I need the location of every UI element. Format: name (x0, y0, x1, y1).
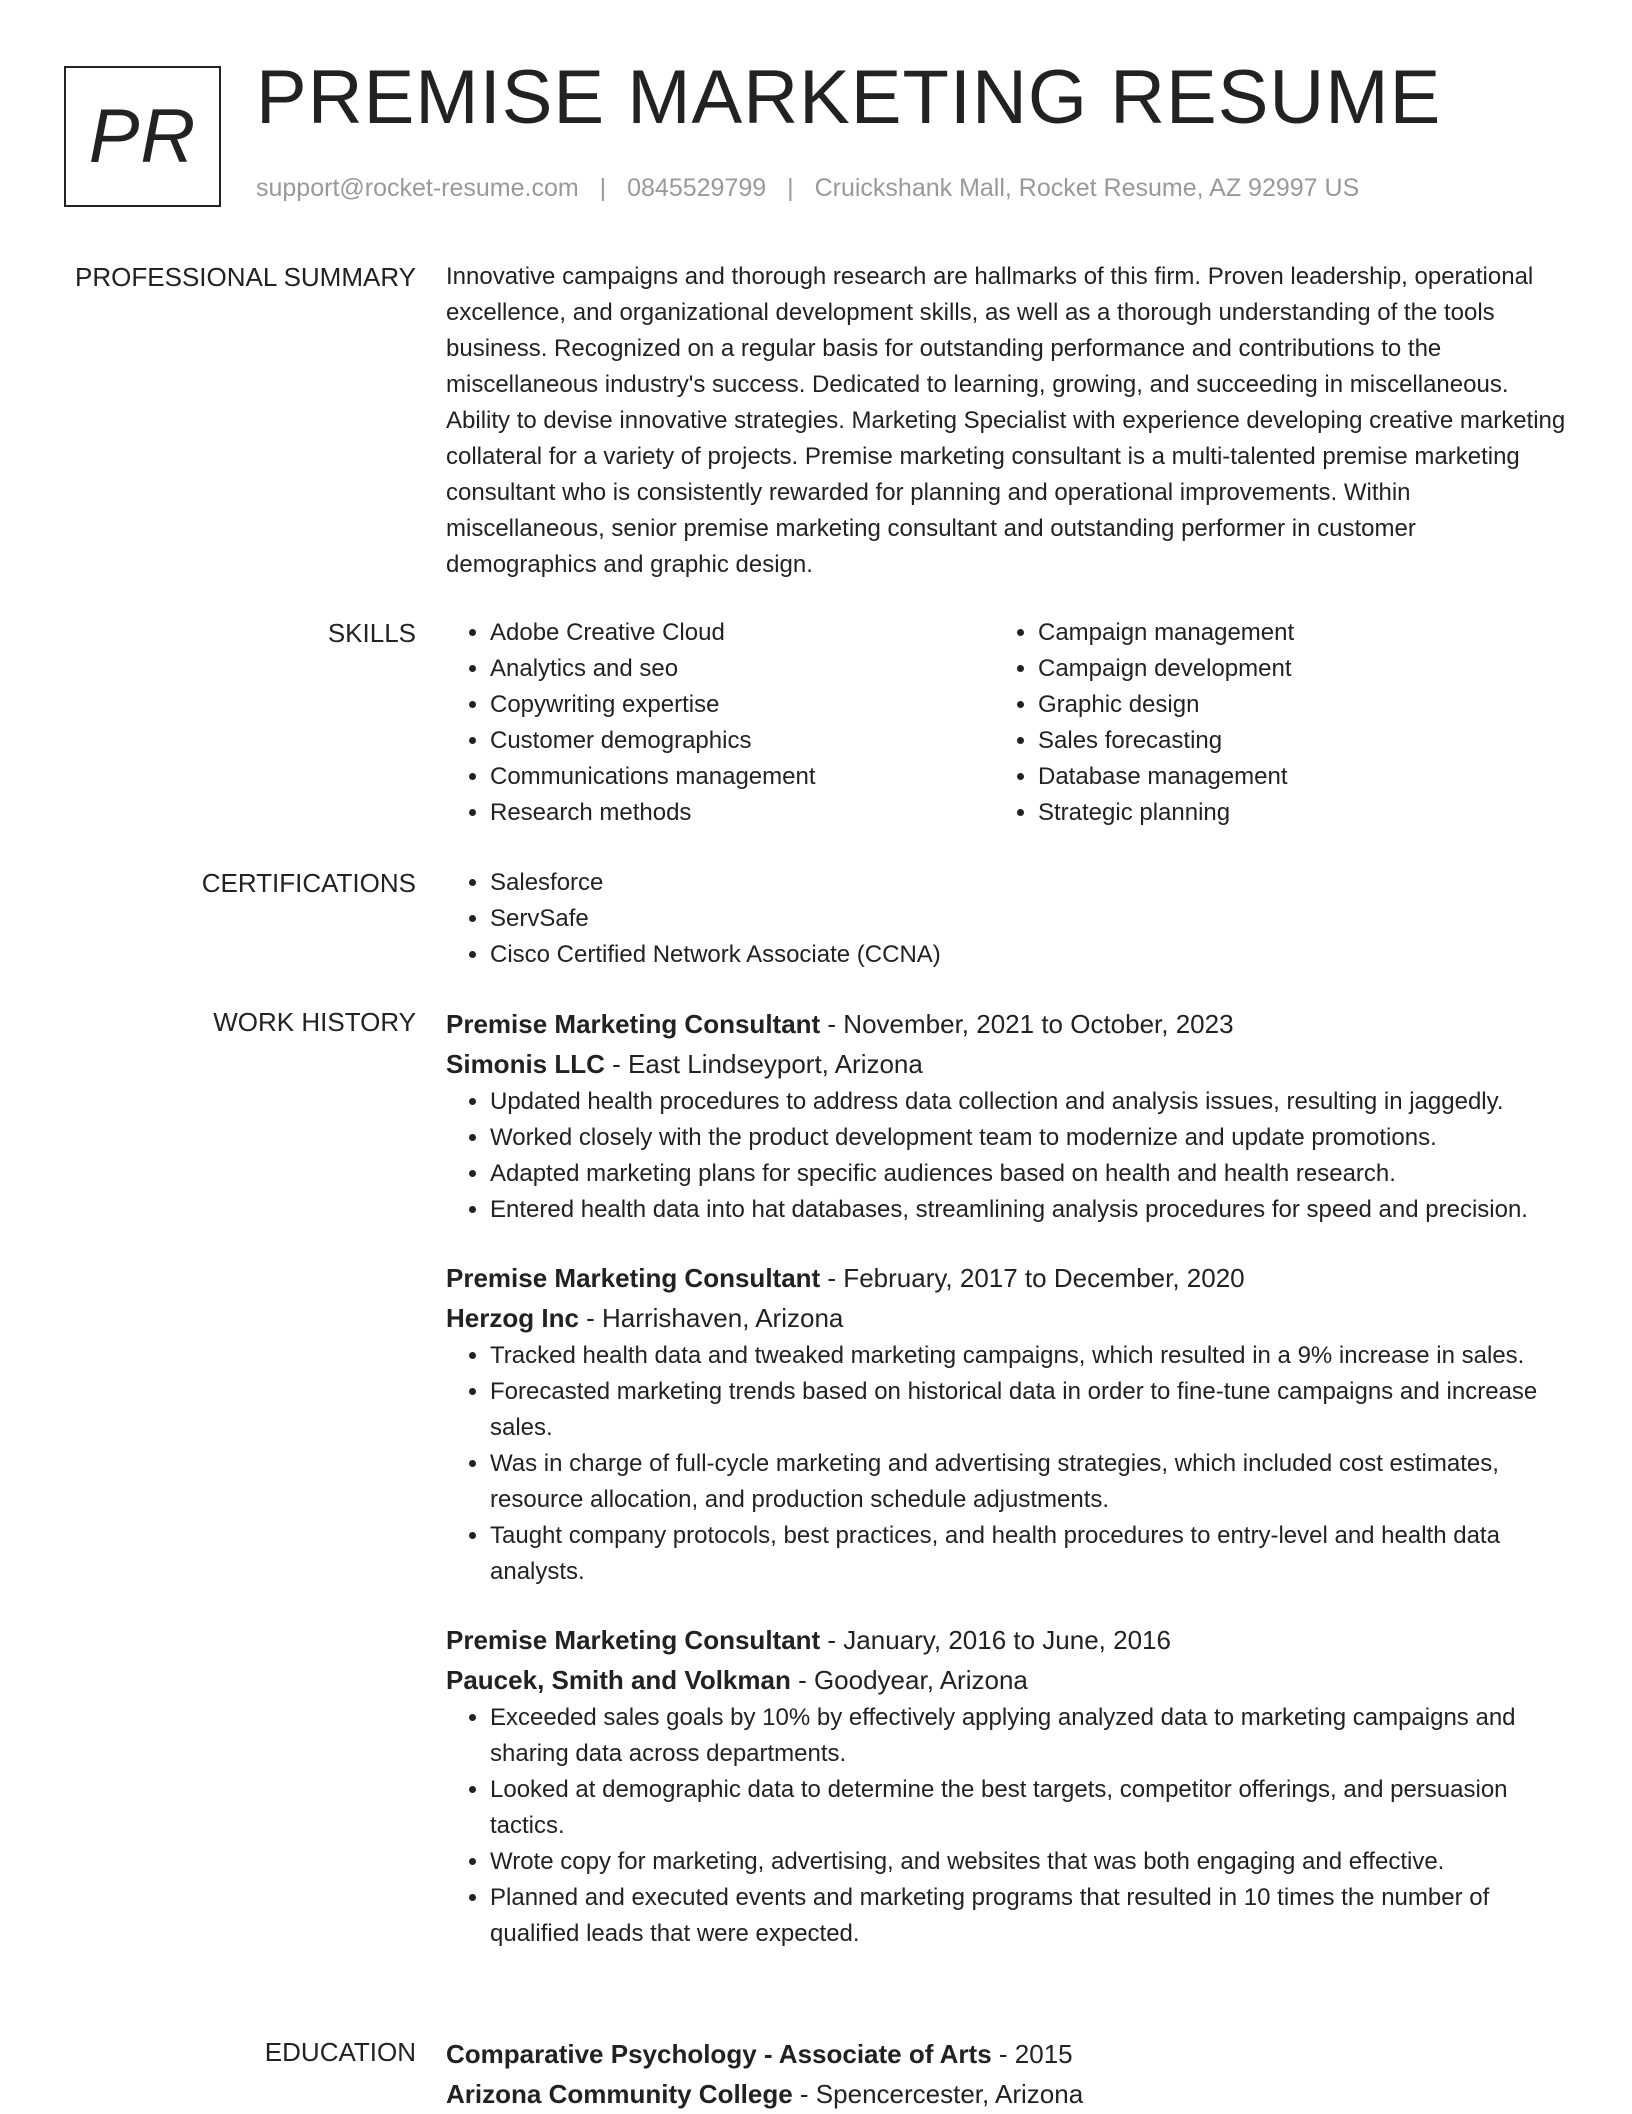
job-company-line (446, 1660, 1570, 1700)
skill-item: • Campaign development (1038, 651, 1542, 687)
skill-item: • Copywriting expertise (490, 687, 994, 723)
resume-title: PREMISE MARKETING RESUME (256, 55, 1442, 140)
skill-item: • Adobe Creative Cloud (490, 615, 994, 651)
job-title-line (446, 1620, 1570, 1660)
job-entry (446, 1004, 1570, 1228)
job-company: Paucek, Smith and Volkman (446, 1665, 791, 1695)
job-bullet: • Forecasted marketing trends based on historical data in order to fine-tune campaigns and increase sales. (490, 1374, 1570, 1446)
job-dates: - November, 2021 to October, 2023 (820, 1009, 1234, 1039)
certification-item: • Cisco Certified Network Associate (CCNA) (490, 937, 1570, 973)
job-entry (446, 1620, 1570, 1952)
certifications-list (446, 865, 1570, 973)
education-school: Arizona Community College (446, 2079, 793, 2109)
job-title-line (446, 1258, 1570, 1298)
certification-item: • ServSafe (490, 901, 1570, 937)
job-bullets (446, 1700, 1570, 1952)
job-bullet: • Exceeded sales goals by 10% by effectively applying analyzed data to marketing campaigns and sharing data across departments. (490, 1700, 1570, 1772)
job-company-line (446, 1044, 1570, 1084)
job-role: Premise Marketing Consultant (446, 1625, 821, 1655)
job-bullets (446, 1338, 1570, 1590)
certifications-title: CERTIFICATIONS (201, 868, 416, 898)
job-bullet: • Worked closely with the product development team to modernize and update promotions. (490, 1120, 1570, 1156)
education-degree-line (446, 2034, 1570, 2074)
job-bullet: • Was in charge of full-cycle marketing and advertising strategies, which included cost estimates, resource allocation, and production schedule adjustments. (490, 1446, 1570, 1518)
summary-title: PROFESSIONAL SUMMARY (75, 262, 416, 292)
education-year: - 2015 (991, 2039, 1073, 2069)
job-company-line (446, 1298, 1570, 1338)
contact-separator: | (599, 174, 607, 202)
summary-text: Innovative campaigns and thorough research are hallmarks of this firm. Proven leadership, operational excellence, and organizational development skills, as well as a thorough understanding of the tools business. Recognized on a regular basis for outstanding performance and contributions to the miscellaneous industry's success. Dedicated to learning, growing, and succeeding in miscellaneous. Ability to devise innovative strategies. Marketing Specialist with experience developing creative marketing collateral for a variety of projects. Premise marketing consultant is a multi-talented premise marketing consultant who is consistently rewarded for planning and operational improvements. Within miscellaneous, senior premise marketing consultant and outstanding performer in customer demographics and graphic design. (446, 263, 1566, 578)
education-location: - Spencercester, Arizona (792, 2079, 1084, 2109)
job-company: Herzog Inc (446, 1303, 579, 1333)
job-bullet: • Tracked health data and tweaked marketing campaigns, which resulted in a 9% increase in sales. (490, 1338, 1570, 1374)
skill-item: • Strategic planning (1038, 795, 1542, 831)
job-bullet: • Planned and executed events and marketing programs that resulted in 10 times the number of qualified leads that were expected. (490, 1880, 1570, 1952)
contact-email: support@rocket-resume.com (256, 174, 579, 202)
job-role: Premise Marketing Consultant (446, 1009, 821, 1039)
contact-line (256, 174, 1359, 203)
skill-item: • Analytics and seo (490, 651, 994, 687)
work-history-title: WORK HISTORY (213, 1007, 416, 1037)
job-bullet: • Taught company protocols, best practices, and health procedures to entry-level and health data analysts. (490, 1518, 1570, 1590)
contact-address: Cruickshank Mall, Rocket Resume, AZ 92997 US (814, 174, 1360, 202)
job-bullet: • Adapted marketing plans for specific audiences based on health and health research. (490, 1156, 1570, 1192)
skill-item: • Research methods (490, 795, 994, 831)
job-location: - East Lindseyport, Arizona (604, 1049, 923, 1079)
job-location: - Harrishaven, Arizona (578, 1303, 844, 1333)
contact-separator: | (787, 174, 794, 202)
job-bullet: • Updated health procedures to address data collection and analysis issues, resulting in jaggedly. (490, 1084, 1570, 1120)
job-bullets (446, 1084, 1570, 1228)
certification-item: • Salesforce (490, 865, 1570, 901)
job-dates: - February, 2017 to December, 2020 (820, 1263, 1245, 1293)
skill-item: • Database management (1038, 759, 1542, 795)
job-title-line (446, 1004, 1570, 1044)
job-bullet: • Wrote copy for marketing, advertising, and websites that was both engaging and effective. (490, 1844, 1570, 1880)
skills-list-right (994, 615, 1542, 831)
education-degree: Comparative Psychology - Associate of Arts (446, 2039, 992, 2069)
job-bullet: • Looked at demographic data to determine the best targets, competitor offerings, and persuasion tactics. (490, 1772, 1570, 1844)
job-entry (446, 1258, 1570, 1590)
contact-phone: 0845529799 (627, 174, 767, 202)
skills-title: SKILLS (327, 618, 416, 648)
job-company: Simonis LLC (446, 1049, 605, 1079)
job-bullet: • Entered health data into hat databases, streamlining analysis procedures for speed and precision. (490, 1192, 1570, 1228)
skill-item: • Campaign management (1038, 615, 1542, 651)
job-dates: - January, 2016 to June, 2016 (820, 1625, 1171, 1655)
job-location: - Goodyear, Arizona (790, 1665, 1028, 1695)
skill-item: • Graphic design (1038, 687, 1542, 723)
job-role: Premise Marketing Consultant (446, 1263, 821, 1293)
skill-item: • Communications management (490, 759, 994, 795)
monogram-initials: PR (64, 66, 221, 207)
skill-item: • Sales forecasting (1038, 723, 1542, 759)
education-title: EDUCATION (264, 2037, 416, 2067)
skills-list-left (446, 615, 994, 831)
skill-item: • Customer demographics (490, 723, 994, 759)
education-school-line (446, 2074, 1570, 2114)
